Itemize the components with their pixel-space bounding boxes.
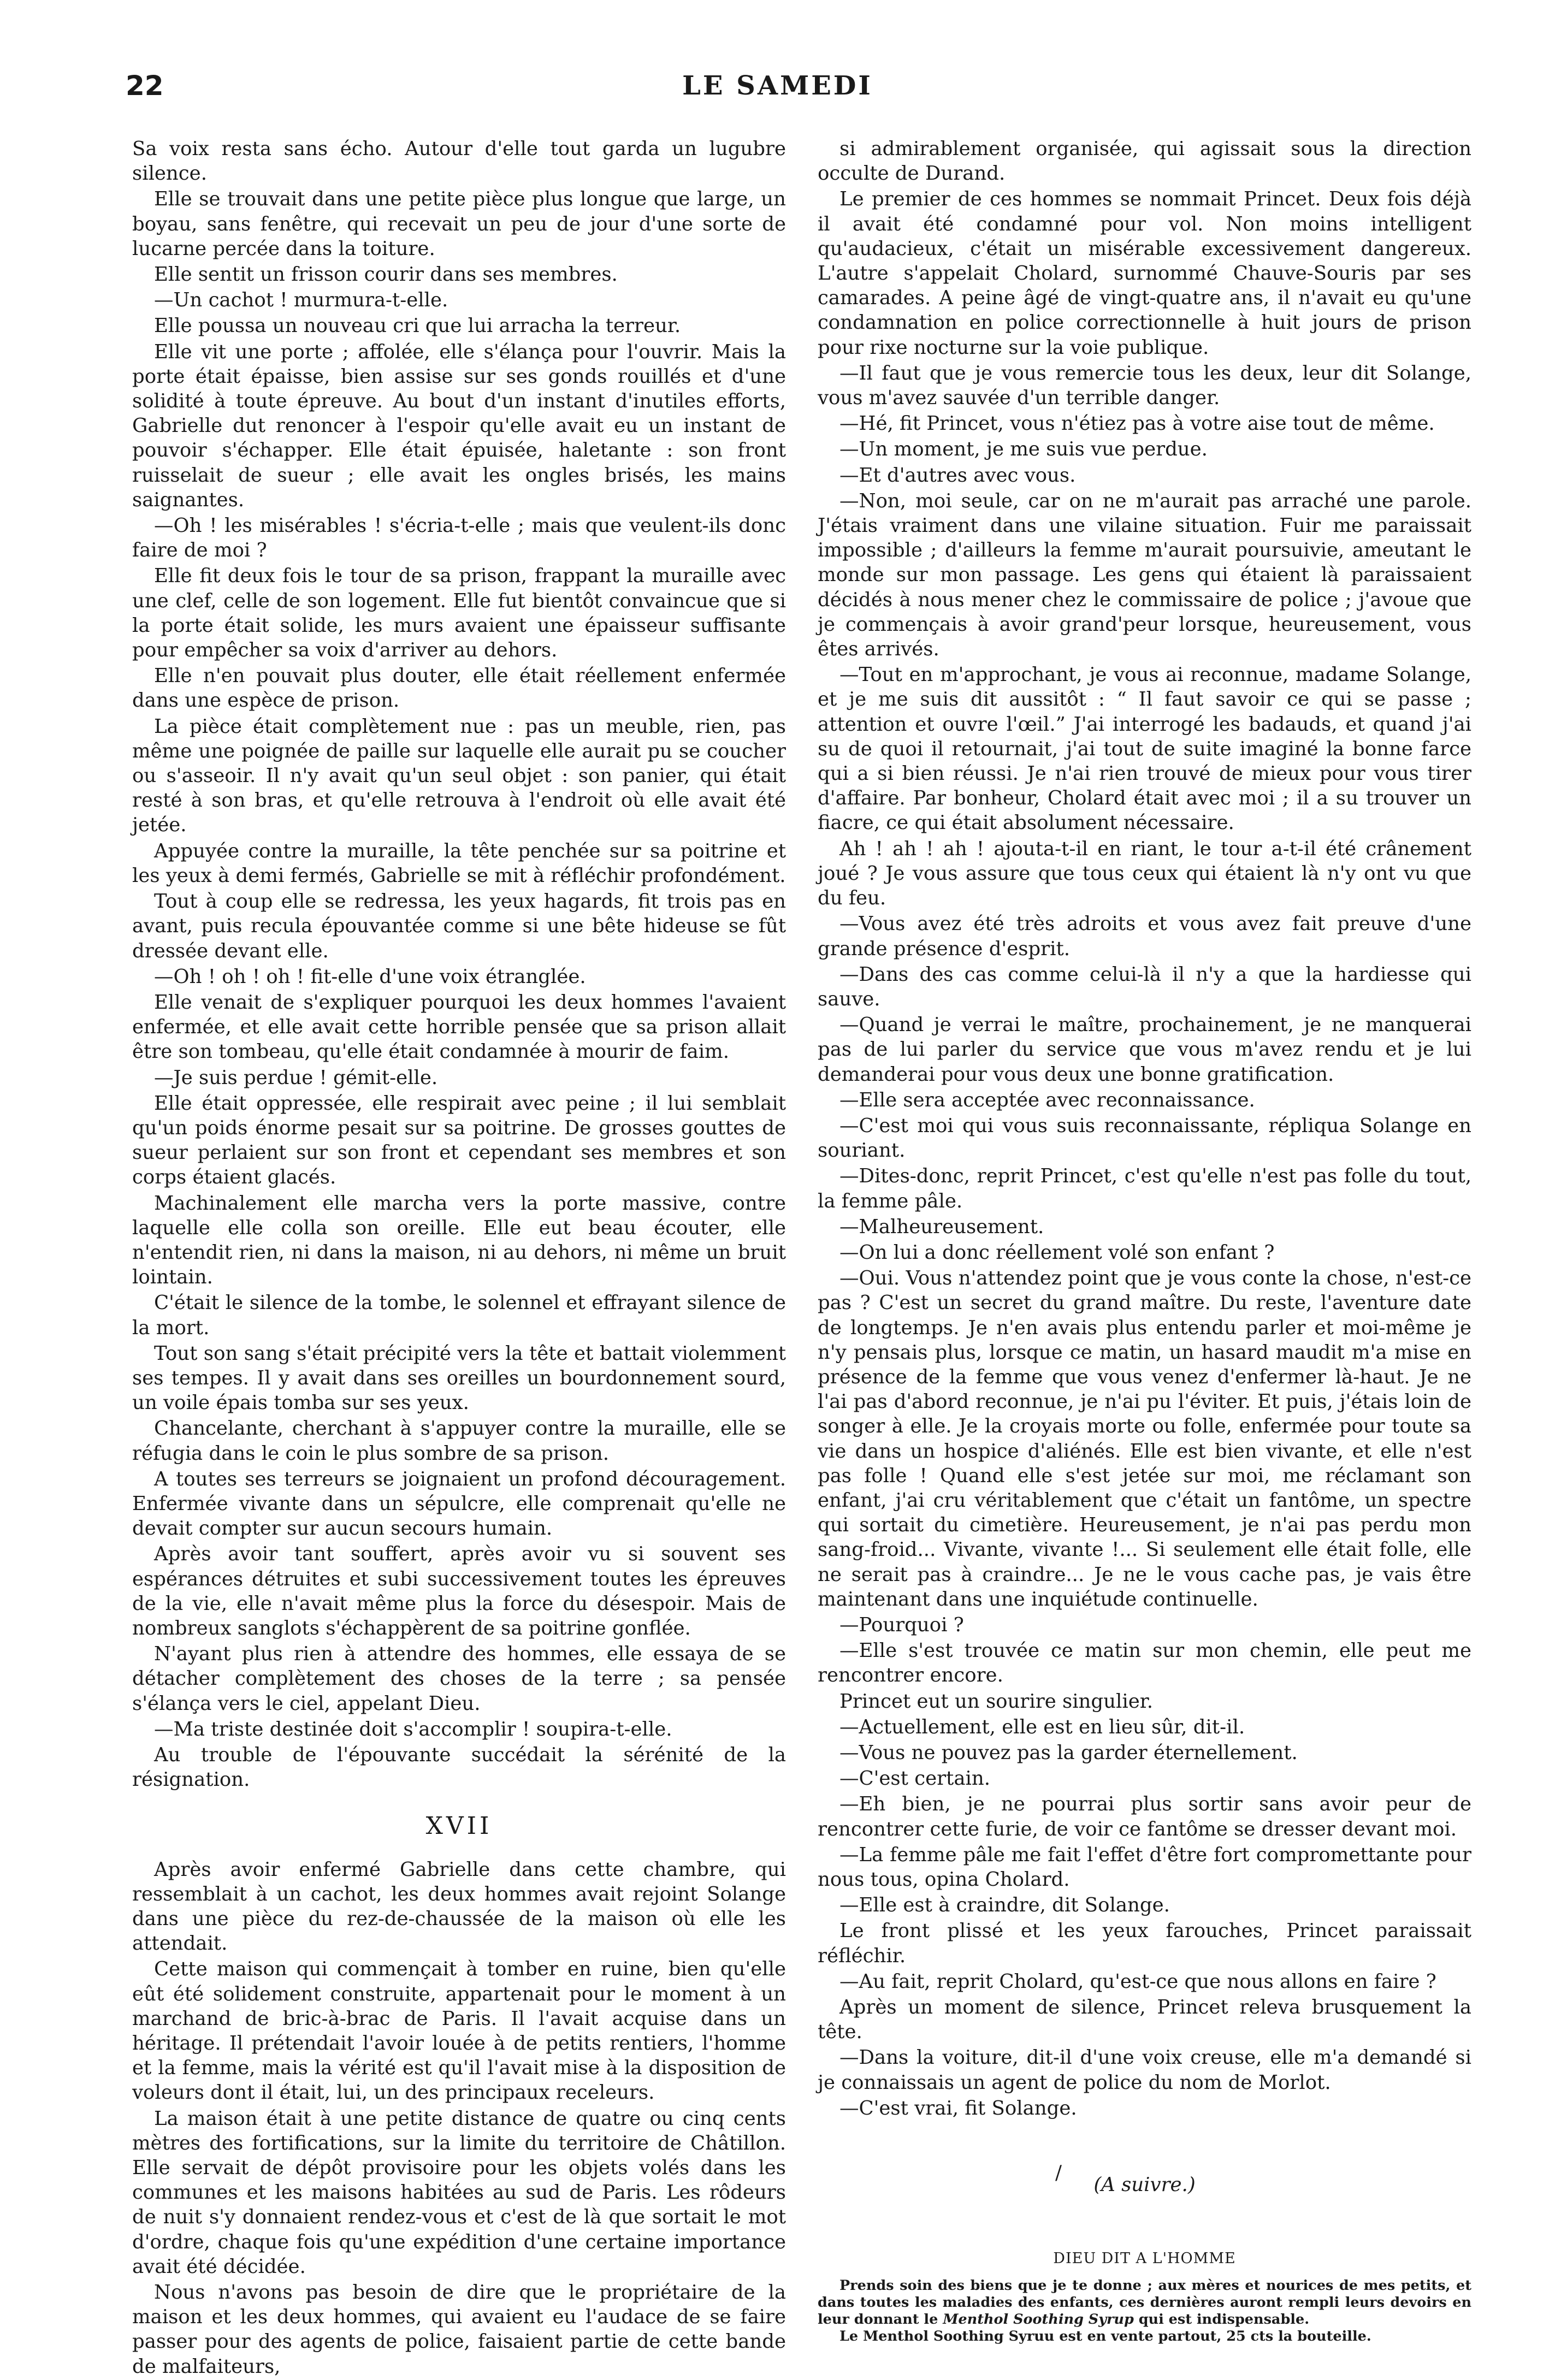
paragraph: —Eh bien, je ne pourrai plus sortir sans avoir peur de rencontrer cette furie, de voir ce fantôme se dresser devant moi. [818,1793,1471,1840]
advert-text [818,2277,1471,2328]
paragraph: —Tout en m'approchant, je vous ai reconnue, madame Solange, et je me suis dit aussitôt : “ Il faut savoir ce qui se passe ; attention et ouvre l'œil.” J'ai interrogé les badauds, et quand j'ai su de quoi il retournait, j'ai tout de suite imaginé la bonne farce qui a si bien réussi. Je n'ai rien trouvé de mieux pour vous tirer d'affaire. Par bonheur, Cholard était avec moi ; il a su trouver un fiacre, ce qui était absolument nécessaire. [818,664,1471,834]
left-paragraphs-before [132,137,786,1792]
paragraph: —Pourquoi ? [839,1613,964,1636]
advert-text-after: qui est indispensable. [1138,2311,1310,2328]
right-paragraphs [818,137,1471,2121]
paragraph: Elle poussa un nouveau cri que lui arracha la terreur. [154,315,681,338]
paragraph: —Un moment, je me suis vue perdue. [839,438,1208,461]
paragraph: —Je suis perdue ! gémit-elle. [154,1066,438,1089]
paragraph: N'ayant plus rien à attendre des hommes, elle essaya de se détacher complètement des choses de la terre ; sa pensée s'élança vers le ciel, appelant Dieu. [132,1643,786,1715]
paragraph: —Dites-donc, reprit Princet, c'est qu'elle n'est pas folle du tout, la femme pâle. [818,1165,1471,1212]
to-be-continued [818,2162,1471,2197]
paragraph: —Au fait, reprit Cholard, qu'est-ce que nous allons en faire ? [839,1970,1436,1993]
paragraph: —Quand je verrai le maître, prochainement, je ne manquerai pas de lui parler du service que vous m'avez rendu et je lui demanderai pour vous deux une bonne gratification. [818,1014,1471,1086]
page-header [126,70,1429,109]
paragraph: Le premier de ces hommes se nommait Princet. Deux fois déjà il avait été condamné pour vol. Non moins intelligent qu'audacieux, c'était un misérable excessivement dangereux. L'autre s'appelait Cholard, surnommé Chauve-Souris par ses camarades. A peine âgé de vingt-quatre ans, il n'avait eu qu'une condamnation en police correctionnelle à huit jours de prison pour rixe nocturne sur la voie publique. [818,188,1471,359]
paragraph: Après avoir enfermé Gabrielle dans cette chambre, qui ressemblait à un cachot, les deux hommes avait rejoint Solange dans une pièce du rez-de-chaussée de la maison où elle les attendait. [132,1858,786,1955]
advert-product-name: Menthol Soothing Syrup [943,2311,1134,2328]
paragraph: C'était le silence de la tombe, le solennel et effrayant silence de la mort. [132,1292,786,1339]
paragraph: —Hé, fit Princet, vous n'étiez pas à votre aise tout de même. [839,412,1435,435]
paragraph: —Non, moi seule, car on ne m'aurait pas arraché une parole. J'étais vraiment dans une vilaine situation. Fuir me paraissait impossible ; d'ailleurs la femme m'aurait poursuivie, ameutant le monde sur mon passage. Les gens qui étaient là paraissaient décidés à nous mener chez le commissaire de police ; j'avoue que je commençais à avoir grand'peur lorsque, heureusement, vous êtes arrivés. [818,489,1471,661]
paragraph: Le front plissé et les yeux farouches, Princet paraissait réfléchir. [818,1920,1471,1967]
paragraph: —Vous avez été très adroits et vous avez fait preuve d'une grande présence d'esprit. [818,913,1471,960]
paragraph: La pièce était complètement nue : pas un meuble, rien, pas même une poignée de paille sur laquelle elle aurait pu se coucher ou s'asseoir. Il n'y avait qu'un seul objet : son panier, qui était resté à son bras, et qu'elle retrouva à l'endroit où elle avait été jetée. [132,715,786,837]
paragraph: —Et d'autres avec vous. [839,464,1076,487]
left-column [132,137,786,2380]
paragraph: Elle venait de s'expliquer pourquoi les deux hommes l'avaient enfermée, et elle avait cette horrible pensée que sa prison allait être son tombeau, qu'elle était condamnée à mourir de faim. [132,991,786,1063]
to-be-continued-text: (A suivre.) [1093,2174,1196,2197]
paragraph: Après un moment de silence, Princet releva brusquement la tête. [818,1996,1471,2044]
paragraph: —La femme pâle me fait l'effet d'être fort compromettante pour nous tous, opina Cholard. [818,1843,1471,1891]
paragraph: —Elle s'est trouvée ce matin sur mon chemin, elle peut me rencontrer encore. [818,1639,1471,1687]
paragraph: Elle sentit un frisson courir dans ses membres. [154,263,618,286]
paragraph: —Elle sera acceptée avec reconnaissance. [839,1088,1255,1111]
paragraph: Chancelante, cherchant à s'appuyer contre la muraille, elle se réfugia dans le coin le plus sombre de sa prison. [132,1417,786,1465]
paragraph: —Vous ne pouvez pas la garder éternellement. [839,1742,1298,1764]
paragraph: si admirablement organisée, qui agissait sous la direction occulte de Durand. [818,138,1471,185]
paragraph: Nous n'avons pas besoin de dire que le propriétaire de la maison et les deux hommes, qui avaient eu l'audace de se faire passer pour des agents de police, faisaient partie de cette bande de malfaiteurs, [132,2281,786,2378]
paragraph: Machinalement elle marcha vers la porte massive, contre laquelle elle colla son oreille. Elle eut beau écouter, elle n'entendit rien, ni dans la maison, ni au dehors, ni même un bruit lointain. [132,1192,786,1289]
advert-title: DIEU DIT A L'HOMME [1053,2250,1236,2267]
paragraph: —Il faut que je vous remercie tous les deux, leur dit Solange, vous m'avez sauvée d'un terrible danger. [818,362,1471,410]
page-number: 22 [126,70,164,102]
paragraph: —Actuellement, elle est en lieu sûr, dit-il. [839,1715,1245,1738]
advertisement [818,2246,1471,2345]
paragraph: —C'est vrai, fit Solange. [839,2097,1077,2119]
chapter-heading: XVII [425,1812,493,1840]
paragraph: —Oh ! les misérables ! s'écria-t-elle ; mais que veulent-ils donc faire de moi ? [132,514,786,562]
paragraph: —Oh ! oh ! oh ! fit-elle d'une voix étranglée. [154,965,586,988]
advert-line2: Le Menthol Soothing Syruu est en vente partout, 25 cts la bouteille. [839,2328,1371,2345]
paragraph: La maison était à une petite distance de quatre ou cinq cents mètres des fortifications, sur la limite du territoire de Châtillon. Elle servait de dépôt provisoire pour les objets volés dans les communes et les maisons habitées au sud de Paris. Les rôdeurs de nuit s'y donnaient rendez-vous et c'est de là que sortait le mot d'ordre, chaque fois qu'une expédition d'une certaine importance avait été décidée. [132,2107,786,2278]
paragraph: Elle vit une porte ; affolée, elle s'élança pour l'ouvrir. Mais la porte était épaisse, bien assise sur ses gonds rouillés et d'une solidité à toute épreuve. Au bout d'un instant d'inutiles efforts, Gabrielle dut renoncer à l'espoir qu'elle avait eu un instant de pouvoir s'échapper. Elle était épuisée, haletante : son front ruisselait de sueur ; elle avait les ongles brisés, les mains saignantes. [132,340,786,511]
paragraph: Appuyée contre la muraille, la tête penchée sur sa poitrine et les yeux à demi fermés, Gabrielle se mit à réfléchir profondément. [132,839,786,887]
handwritten-mark: / [1055,2162,1062,2184]
advert-text-before: Prends soin des biens que je te donne ; aux mères et nourices de mes petits, et dans toutes les maladies des enfants, ces dernières auront rempli leurs devoirs en leur donnant le [818,2277,1471,2328]
paragraph: —C'est certain. [839,1767,990,1790]
paragraph: Elle fit deux fois le tour de sa prison, frappant la muraille avec une clef, celle de son logement. Elle fut bientôt convaincue que si la porte était solide, les murs avaient une épaisseur suffisante pour empêcher sa voix d'arriver au dehors. [132,565,786,662]
left-paragraphs-after [132,1857,786,2379]
paragraph: Après avoir tant souffert, après avoir vu si souvent ses espérances détruites et subi successivement toutes les épreuves de la vie, elle n'avait même plus la force du désespoir. Mais de nombreux sanglots s'échappèrent de sa poitrine gonflée. [132,1543,786,1639]
paragraph: —Dans des cas comme celui-là il n'y a que la hardiesse qui sauve. [818,963,1471,1010]
paragraph: Princet eut un sourire singulier. [839,1690,1154,1713]
right-column [818,137,1471,2345]
paragraph: —Ma triste destinée doit s'accomplir ! soupira-t-elle. [154,1718,672,1740]
paragraph: Cette maison qui commençait à tomber en ruine, bien qu'elle eût été solidement construite, appartenait pour le moment à un marchand de bric-à-brac de Paris. Il l'avait acquise dans un héritage. Il prétendait l'avoir louée à de petits rentiers, l'homme et la femme, mais la vérité est qu'il l'avait mise à la disposition de voleurs dont il était, lui, un des principaux receleurs. [132,1958,786,2104]
paragraph: Sa voix resta sans écho. Autour d'elle tout garda un lugubre silence. [132,138,786,185]
paragraph: Elle n'en pouvait plus douter, elle était réellement enfermée dans une espèce de prison. [132,665,786,712]
paragraph: Elle se trouvait dans une petite pièce plus longue que large, un boyau, sans fenêtre, qui recevait un peu de jour d'une sorte de lucarne percée dans la toiture. [132,188,786,260]
paragraph: Au trouble de l'épouvante succédait la sérénité de la résignation. [132,1744,786,1791]
paragraph: A toutes ses terreurs se joignaient un profond découragement. Enfermée vivante dans un sépulcre, elle comprenait qu'elle ne devait compter sur aucun secours humain. [132,1467,786,1540]
paragraph: —Dans la voiture, dit-il d'une voix creuse, elle m'a demandé si je connaissais un agent de police du nom de Morlot. [818,2046,1471,2094]
paragraph: Tout son sang s'était précipité vers la tête et battait violemment ses tempes. Il y avait dans ses oreilles un bourdonnement sourd, un voile épais tomba sur ses yeux. [132,1342,786,1414]
running-title: LE SAMEDI [682,70,873,101]
paragraph: Ah ! ah ! ah ! ajouta-t-il en riant, le tour a-t-il été crânement joué ? Je vous assure que tous ceux qui étaient là n'y ont vu que du feu. [818,837,1471,910]
paragraph: Elle était oppressée, elle respirait avec peine ; il lui semblait qu'un poids énorme pesait sur sa poitrine. De grosses gouttes de sueur perlaient sur son front et cependant ses membres et son corps étaient glacés. [132,1092,786,1189]
paragraph: —On lui a donc réellement volé son enfant ? [839,1241,1275,1264]
paragraph: Tout à coup elle se redressa, les yeux hagards, fit trois pas en avant, puis recula épouvantée comme si une bête hideuse se fût dressée devant elle. [132,890,786,962]
paragraph: —Oui. Vous n'attendez point que je vous conte la chose, n'est-ce pas ? C'est un secret du grand maître. Du reste, l'aventure date de longtemps. Je n'en avais plus entendu parler et moi-même je n'y pensais plus, lorsque ce matin, un hasard maudit m'a mise en présence de la femme que vous venez d'enfermer là-haut. Je ne l'ai pas d'abord reconnue, je n'ai pu l'éviter. Et puis, j'étais loin de songer à elle. Je la croyais morte ou folle, enfermée pour toute sa vie dans un hospice d'aliénés. Elle est bien vivante, et elle n'est pas folle ! Quand elle s'est jetée sur moi, me réclamant son enfant, j'ai cru véritablement que c'était un fantôme, un spectre qui sortait du cimetière. Heureusement, je n'ai pas perdu mon sang-froid... Vivante, vivante !... Si seulement elle était folle, elle ne serait pas à craindre... Je ne le vous cache pas, je vais être maintenant dans une inquiétude continuelle. [818,1267,1471,1611]
paragraph: —Malheureusement. [839,1215,1044,1238]
paragraph: —Elle est à craindre, dit Solange. [839,1894,1170,1917]
paragraph: —Un cachot ! murmura-t-elle. [154,289,448,312]
paragraph: —C'est moi qui vous suis reconnaissante, répliqua Solange en souriant. [818,1114,1471,1162]
